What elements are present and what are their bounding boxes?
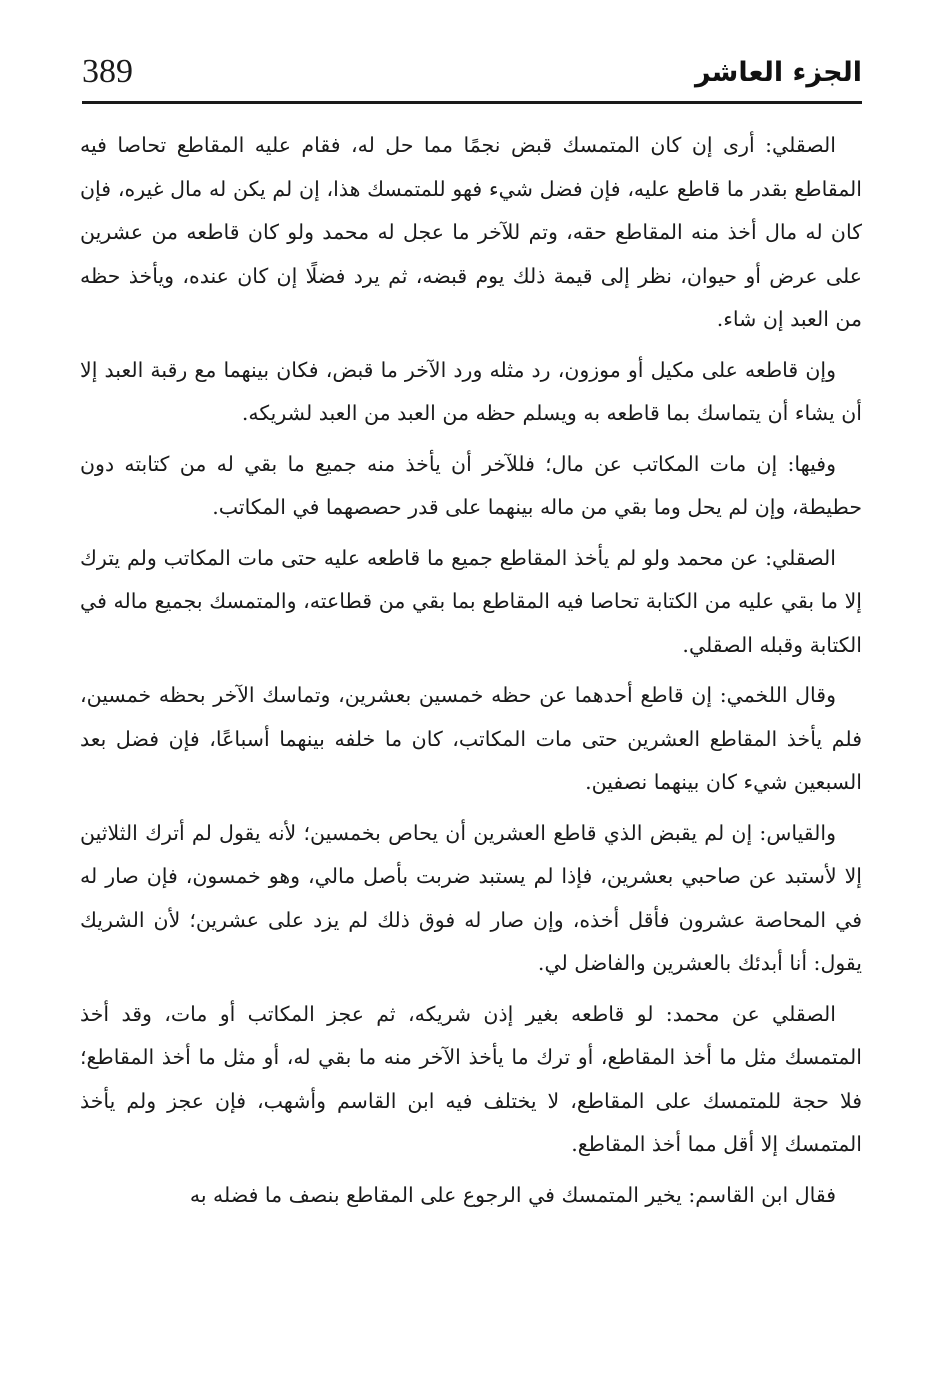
paragraph: وفيها: إن مات المكاتب عن مال؛ فللآخر أن يأخذ منه جميع ما بقي له من كتابته دون حطيطة، وإن لم يحل وما بقي من ماله بينهما على قدر حصصهما في المكاتب. [80, 451, 862, 519]
paragraph: فقال ابن القاسم: يخير المتمسك في الرجوع على المقاطع بنصف ما فضله به [189, 1182, 836, 1207]
running-title: الجزء العاشر [695, 57, 862, 88]
paragraph: الصقلي عن محمد: لو قاطعه بغير إذن شريكه، ثم عجز المكاتب أو مات، وقد أخذ المتمسك مثل ما أخذ المقاطع، أو ترك ما يأخذ الآخر منه ما بقي له، أو مثل ما أخذ المقاطع؛ فلا حجة للمتمسك على المقاطع، لا يختلف فيه ابن القاسم وأشهب، فإن عجز ولم يأخذ المتمسك إلا أقل مما أخذ المقاطع. [80, 1001, 862, 1156]
paragraph: الصقلي: عن محمد ولو لم يأخذ المقاطع جميع ما قاطعه عليه حتى مات المكاتب ولم يترك إلا ما بقي عليه من الكتابة تحاصا فيه المقاطع بما بقي من قطاعته، والمتمسك بجميع ماله في الكتابة وقبله الصقلي. [80, 545, 862, 657]
page-number: 389 [82, 53, 133, 90]
paragraph: الصقلي: أرى إن كان المتمسك قبض نجمًا مما حل له، فقام عليه المقاطع تحاصا فيه المقاطع بقدر ما قاطع عليه، فإن فضل شيء فهو للمتمسك هذا، إن لم يكن له مال غيره، فإن كان له مال أخذ منه المقاطع حقه، وتم للآخر ما عجل له محمد ولو كان قاطعه من عشرين على عرض أو حيوان، نظر إلى قيمة ذلك يوم قبضه، ثم يرد فضلًا إن كان عنده، ويأخذ حظه من العبد إن شاء. [80, 133, 862, 331]
paragraph: وقال اللخمي: إن قاطع أحدهما عن حظه خمسين بعشرين، وتماسك الآخر بحظه خمسين، فلم يأخذ المقاطع العشرين حتى مات المكاتب، كان ما خلفه بينهما أسباعًا، فإن فضل بعد السبعين شيء كان بينهما نصفين. [80, 683, 862, 794]
page-header [82, 52, 862, 104]
paragraph: وإن قاطعه على مكيل أو موزون، رد مثله ورد الآخر ما قبض، فكان بينهما مع رقبة العبد إلا أن يشاء أن يتماسك بما قاطعه به ويسلم حظه من العبد من العبد لشريكه. [80, 357, 862, 425]
page-body [80, 124, 862, 1224]
paragraph: والقياس: إن لم يقبض الذي قاطع العشرين أن يحاص بخمسين؛ لأنه يقول لم أترك الثلاثين إلا لأستبد عن صاحبي بعشرين، فإذا لم يستبد ضربت بأصل مالي، وهو خمسون، فإن صار له في المحاصة عشرون فأقل أخذه، وإن صار له فوق ذلك لم يزد على عشرين؛ لأن الشريك يقول: أنا أبدئك بالعشرين والفاضل لي. [80, 820, 862, 975]
header-divider [82, 101, 862, 104]
